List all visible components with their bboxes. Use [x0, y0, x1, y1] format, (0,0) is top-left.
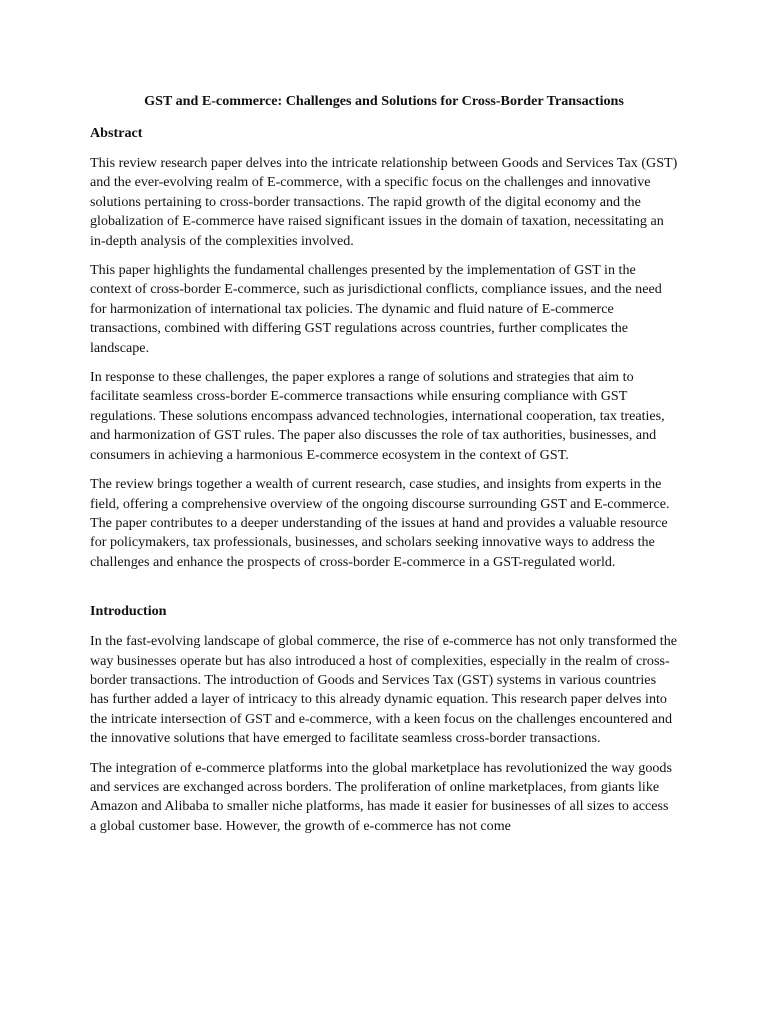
abstract-paragraph: This review research paper delves into the intricate relationship between Goods and Services Tax (GST) and the ever-evolving realm of E-commerce, with a specific focus on the challenges and innovative solutions pertaining to cross-border transactions. The rapid growth of the digital economy and the globalization of E-commerce have raised significant issues in the domain of taxation, necessitating an in-depth analysis of the complexities involved.	[90, 155, 678, 249]
abstract-paragraph: In response to these challenges, the paper explores a range of solutions and strategies that aim to facilitate seamless cross-border E-commerce transactions while ensuring compliance with GST regulations. These solutions encompass advanced technologies, international cooperation, tax treaties, and harmonization of GST rules. The paper also discusses the role of tax authorities, businesses, and consumers in achieving a harmonious E-commerce ecosystem in the context of GST.	[90, 369, 665, 463]
introduction-paragraph: The integration of e-commerce platforms into the global marketplace has revolutionized the way goods and services are exchanged across borders. The proliferation of online marketplaces, from giants like Amazon and Alibaba to smaller niche platforms, has made it easier for businesses of all sizes to access a global customer base. However, the growth of e-commerce has not come	[90, 759, 672, 834]
abstract-paragraph: This paper highlights the fundamental challenges presented by the implementation of GST in the context of cross-border E-commerce, such as jurisdictional conflicts, compliance issues, and the need for harmonization of international tax policies. The dynamic and fluid nature of E-commerce transactions, combined with differing GST regulations across countries, further complicates the landscape.	[90, 262, 662, 356]
introduction-heading: Introduction	[90, 603, 167, 620]
document-title: GST and E-commerce: Challenges and Solutions for Cross-Border Transactions	[144, 93, 624, 109]
introduction-body	[90, 632, 678, 836]
abstract-body	[90, 154, 678, 572]
introduction-paragraph: In the fast-evolving landscape of global commerce, the rise of e-commerce has not only transformed the way businesses operate but has also introduced a host of complexities, especially in the realm of cross-border transactions. The introduction of Goods and Services Tax (GST) systems in various countries has further added a layer of intricacy to this already dynamic equation. This research paper delves into the intricate intersection of GST and e-commerce, with a keen focus on the challenges encountered and the innovative solutions that have emerged to facilitate seamless cross-border transactions.	[90, 633, 678, 747]
abstract-paragraph: The review brings together a wealth of current research, case studies, and insights from experts in the field, offering a comprehensive overview of the ongoing discourse surrounding GST and E-commerce. The paper contributes to a deeper understanding of the issues at hand and provides a valuable resource for policymakers, tax professionals, businesses, and scholars seeking innovative ways to address the challenges and enhance the prospects of cross-border E-commerce in a GST-regulated world.	[90, 476, 670, 570]
abstract-heading: Abstract	[90, 125, 143, 141]
